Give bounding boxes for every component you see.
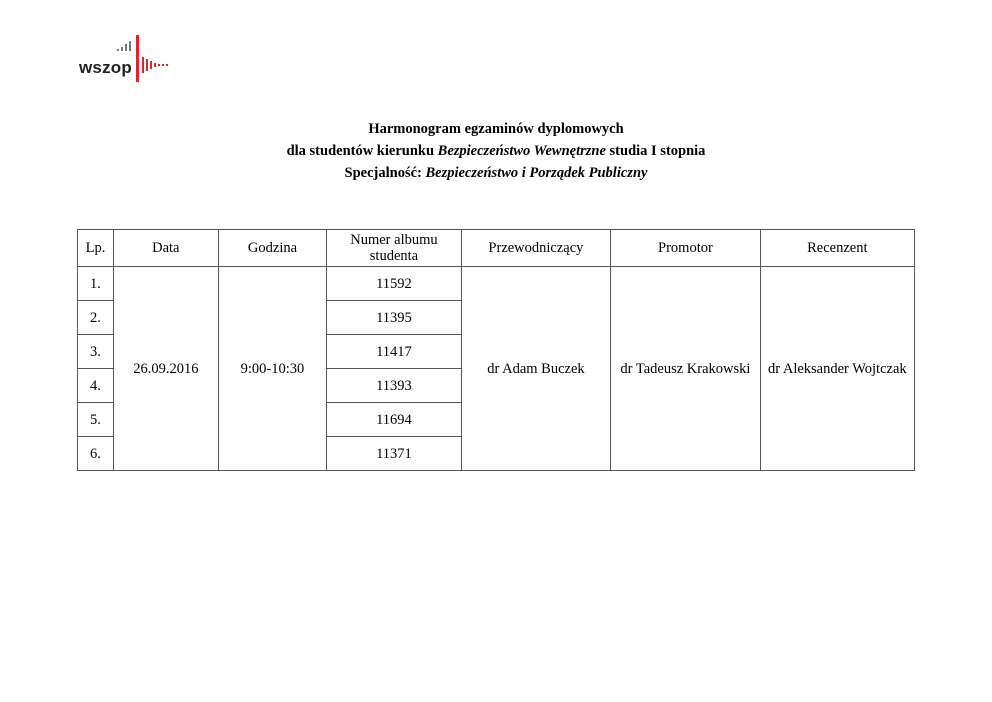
- exam-schedule-table: [77, 229, 915, 471]
- heading-field-prefix: dla studentów kierunku: [286, 143, 438, 159]
- row-album: 11395: [327, 301, 461, 335]
- wszop-logo: [79, 35, 174, 85]
- row-lp: 6.: [78, 437, 114, 471]
- header-chair: Przewodniczący: [461, 230, 611, 267]
- document-heading: [0, 118, 992, 184]
- row-album: 11393: [327, 369, 461, 403]
- row-album: 11694: [327, 403, 461, 437]
- row-lp: 3.: [78, 335, 114, 369]
- header-date: Data: [113, 230, 218, 267]
- header-album: Numer albumu studenta: [327, 230, 461, 267]
- row-lp: 4.: [78, 369, 114, 403]
- row-album: 11417: [327, 335, 461, 369]
- row-lp: 1.: [78, 267, 114, 301]
- heading-specialty-label: Specjalność:: [344, 165, 426, 181]
- exam-time: 9:00-10:30: [218, 267, 327, 471]
- heading-title: Harmonogram egzaminów dyplomowych: [368, 121, 624, 137]
- exam-promoter: dr Tadeusz Krakowski: [611, 267, 760, 471]
- table-row: [78, 267, 915, 301]
- header-time: Godzina: [218, 230, 327, 267]
- row-album: 11371: [327, 437, 461, 471]
- heading-specialty-value: Bezpieczeństwo i Porządek Publiczny: [425, 165, 648, 181]
- heading-field-suffix: studia I stopnia: [605, 143, 706, 159]
- logo-text: wszop: [79, 58, 132, 77]
- header-promoter: Promotor: [611, 230, 760, 267]
- heading-field-name: Bezpieczeństwo Wewnętrzne: [437, 143, 606, 159]
- header-reviewer: Recenzent: [760, 230, 914, 267]
- row-album: 11592: [327, 267, 461, 301]
- table-header-row: [78, 230, 915, 267]
- exam-reviewer: dr Aleksander Wojtczak: [760, 267, 914, 471]
- heading-field-line: [0, 140, 992, 162]
- row-lp: 2.: [78, 301, 114, 335]
- heading-specialty-line: [0, 162, 992, 184]
- exam-chair: dr Adam Buczek: [461, 267, 611, 471]
- header-lp: Lp.: [78, 230, 114, 267]
- exam-date: 26.09.2016: [113, 267, 218, 471]
- row-lp: 5.: [78, 403, 114, 437]
